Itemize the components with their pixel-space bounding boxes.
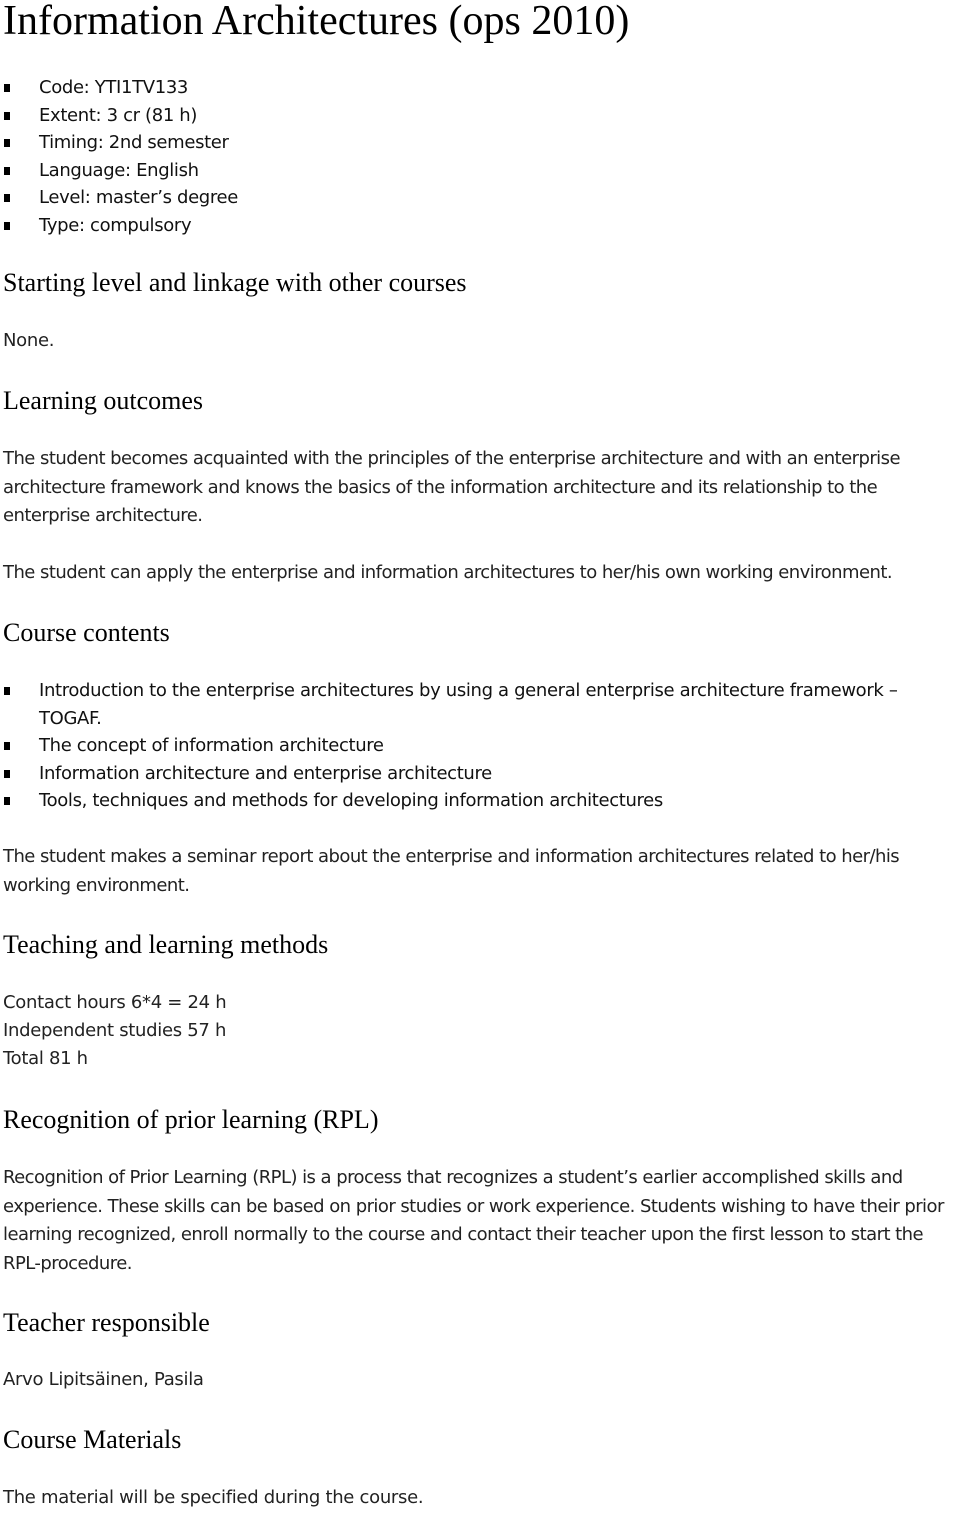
- contents-item-text: Information architecture and enterprise architecture: [39, 762, 492, 784]
- learning-outcomes-heading: Learning outcomes: [3, 386, 203, 415]
- fact-type-text: Type: compulsory: [39, 214, 192, 236]
- fact-code-text: Code: YTI1TV133: [39, 77, 189, 98]
- course-contents-heading: Course contents: [3, 618, 170, 647]
- fact-code: [3, 74, 953, 102]
- learning-outcomes-paragraph-1: The student becomes acquainted with the principles of the enterprise architecture and with an enterprise architecture framework and knows the basics of the information architecture and its relationship to the enterprise architecture.: [3, 448, 900, 526]
- seminar-report-note: The student makes a seminar report about the enterprise and information architectures related to her/his working environment.: [3, 846, 900, 896]
- fact-extent-text: Extent: 3 cr (81 h): [39, 104, 198, 126]
- square-bullet-icon: [4, 687, 10, 695]
- course-facts-list: [3, 74, 953, 240]
- square-bullet-icon: [4, 112, 10, 120]
- fact-extent: [3, 102, 953, 130]
- rpl-heading: Recognition of prior learning (RPL): [3, 1105, 379, 1134]
- teacher-heading: Teacher responsible: [3, 1308, 210, 1337]
- contents-item: [3, 760, 953, 788]
- teaching-methods-heading: Teaching and learning methods: [3, 930, 329, 959]
- course-materials-text: The material will be specified during the course.: [3, 1487, 424, 1508]
- total-hours-line: Total 81 h: [3, 1048, 88, 1069]
- independent-studies-line: Independent studies 57 h: [3, 1020, 227, 1041]
- square-bullet-icon: [4, 139, 10, 147]
- page-title: Information Architectures (ops 2010): [3, 0, 630, 44]
- teacher-name: Arvo Lipitsäinen, Pasila: [3, 1369, 204, 1390]
- square-bullet-icon: [4, 742, 10, 750]
- square-bullet-icon: [4, 84, 10, 92]
- course-contents-list: [3, 677, 953, 815]
- square-bullet-icon: [4, 797, 10, 805]
- contents-item: [3, 787, 953, 815]
- contents-item-text: The concept of information architecture: [39, 735, 384, 756]
- square-bullet-icon: [4, 770, 10, 778]
- fact-type: [3, 212, 953, 240]
- fact-language-text: Language: English: [39, 159, 199, 181]
- starting-level-heading: Starting level and linkage with other courses: [3, 268, 467, 297]
- fact-language: [3, 157, 953, 185]
- course-materials-heading: Course Materials: [3, 1425, 182, 1454]
- learning-outcomes-paragraph-2: The student can apply the enterprise and information architectures to her/his own working environment.: [3, 562, 893, 583]
- rpl-text: Recognition of Prior Learning (RPL) is a process that recognizes a student’s earlier accomplished skills and experience. These skills can be based on prior studies or work experience. Students wishing to have their prior learning recognized, enroll normally to the course and contact their teacher upon the first lesson to start the RPL-procedure.: [3, 1167, 944, 1274]
- contents-item-text: Introduction to the enterprise architectures by using a general enterprise architecture framework – TOGAF.: [39, 680, 898, 729]
- fact-level-text: Level: master’s degree: [39, 187, 238, 209]
- fact-timing: [3, 129, 953, 157]
- contents-item-text: Tools, techniques and methods for developing information architectures: [39, 790, 663, 811]
- contact-hours-line: Contact hours 6*4 = 24 h: [3, 992, 227, 1013]
- contents-item: [3, 732, 953, 760]
- contents-item: [3, 677, 953, 732]
- fact-timing-text: Timing: 2nd semester: [39, 132, 229, 154]
- square-bullet-icon: [4, 222, 10, 230]
- fact-level: [3, 184, 953, 212]
- square-bullet-icon: [4, 167, 10, 175]
- starting-level-text: None.: [3, 330, 55, 351]
- square-bullet-icon: [4, 194, 10, 202]
